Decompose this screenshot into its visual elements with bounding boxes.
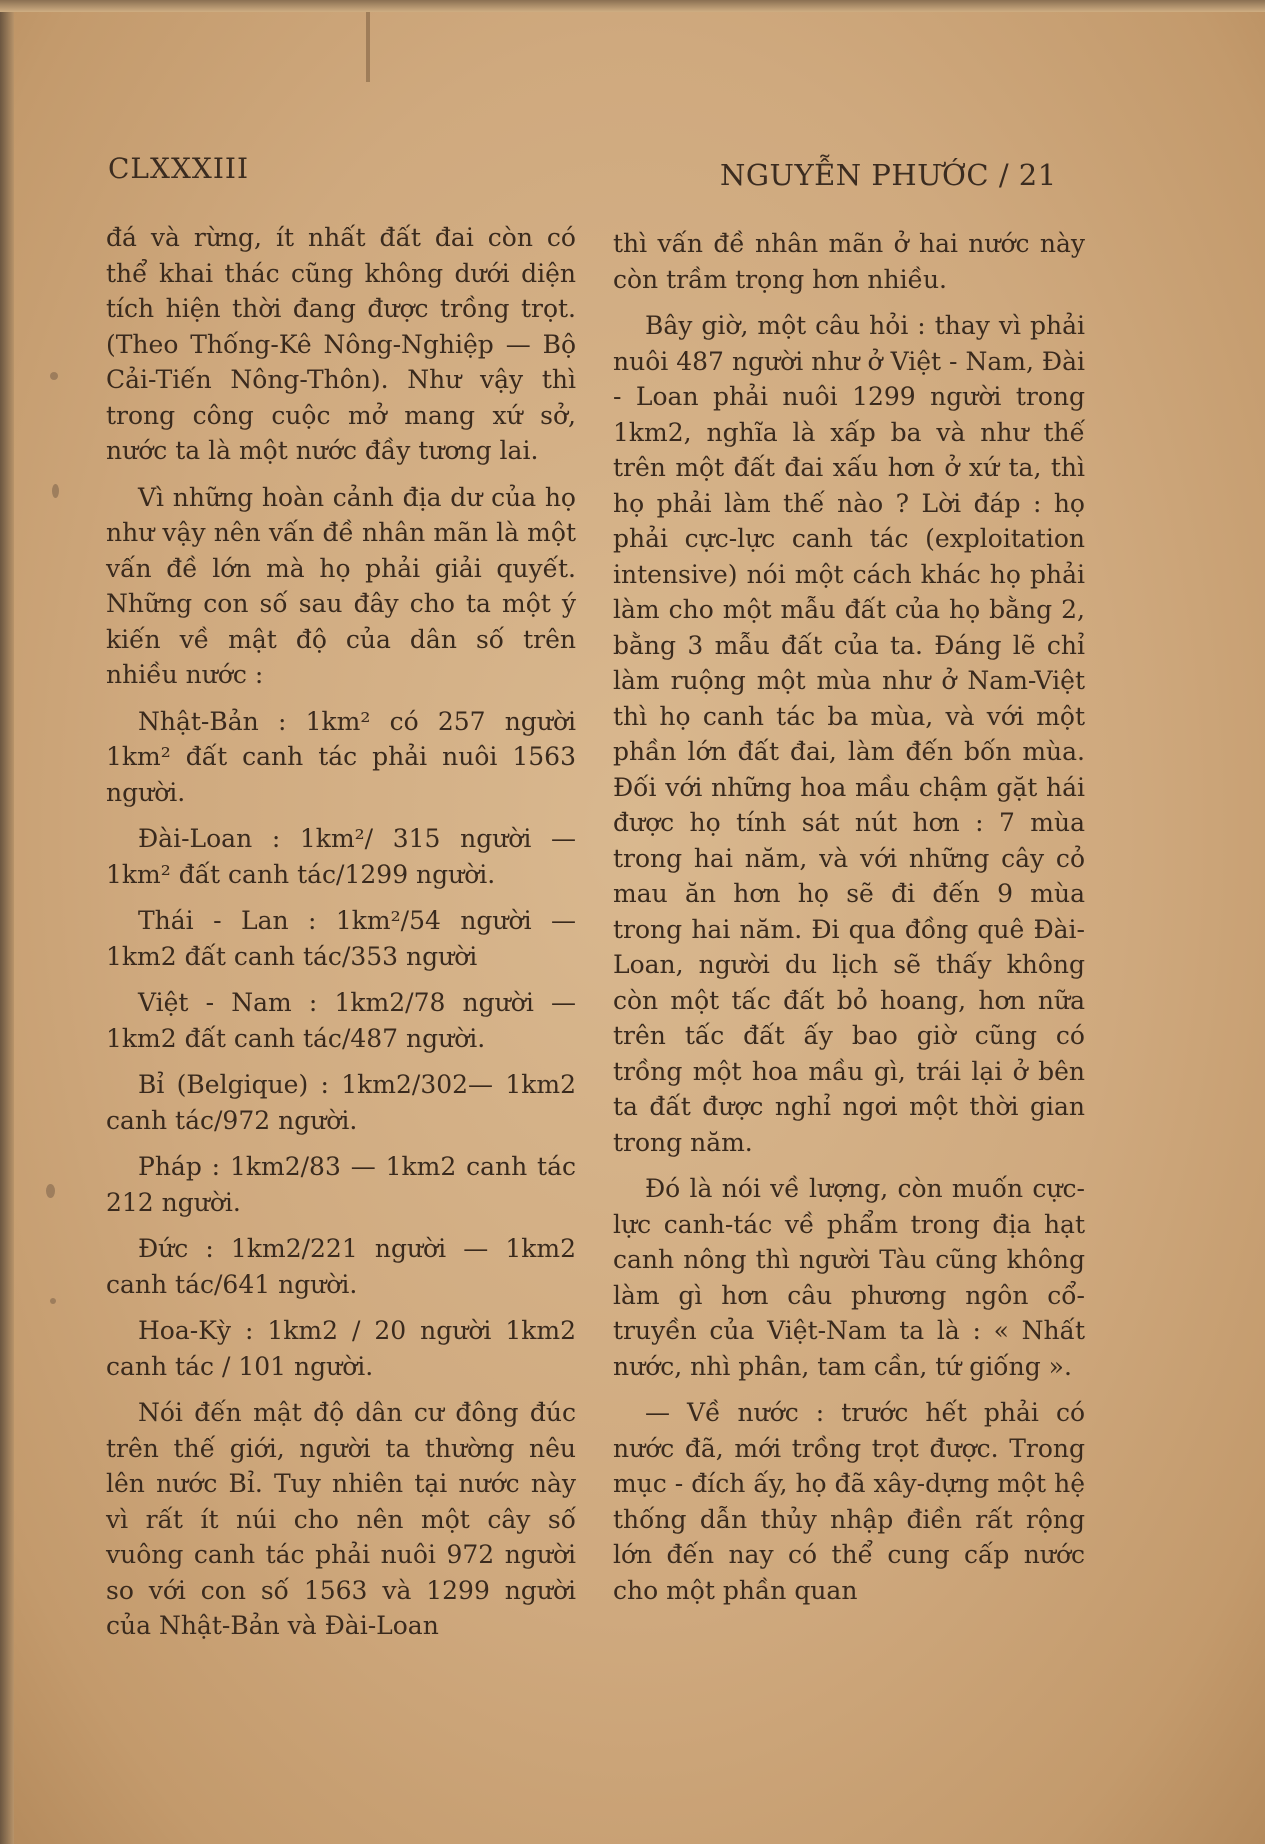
paragraph: — Về nước : trước hết phải có nước đã, mới trồng trọt được. Trong mục - đích ấy, họ đã xây-dựng một hệ thống dẫn thủy nhập điền rất rộng lớn đến nay có thể cung cấp nước cho một phần quan [613, 1398, 1085, 1605]
paragraph: Đài-Loan : 1km²/ 315 người — 1km² đất canh tác/1299 người. [106, 824, 576, 889]
paragraph: Hoa-Kỳ : 1km2 / 20 người 1km2 canh tác / 101 người. [106, 1316, 576, 1381]
paragraph: Nhật-Bản : 1km² có 257 người 1km² đất canh tác phải nuôi 1563 người. [106, 706, 576, 807]
paragraph: Vì những hoàn cảnh địa dư của họ như vậy nên vấn đề nhân mãn là một vấn đề lớn mà họ phải giải quyết. Những con số sau đây cho ta một ý kiến về mật độ của dân số trên nhiều nước : [106, 482, 576, 689]
paper-stain [50, 372, 58, 380]
page-top-edge [0, 0, 1265, 12]
running-header: NGUYỄN PHƯỚC / 21 [720, 158, 1057, 192]
paper-stain [50, 1298, 56, 1304]
paragraph: thì vấn đề nhân mãn ở hai nước này còn trầm trọng hơn nhiều. [613, 229, 1085, 294]
chapter-number: CLXXXIII [108, 152, 249, 185]
paragraph: Thái - Lan : 1km²/54 người — 1km2 đất canh tác/353 người [106, 906, 576, 971]
paper-stain [52, 484, 59, 498]
paragraph: Nói đến mật độ dân cư đông đúc trên thế giới, người ta thường nêu lên nước Bỉ. Tuy nhiên tại nước này vì rất ít núi cho nên một cây số vuông canh tác phải nuôi 972 người so với con số 1563 và 1299 người của Nhật-Bản và Đài-Loan [106, 1398, 576, 1640]
paragraph: Bây giờ, một câu hỏi : thay vì phải nuôi 487 người như ở Việt - Nam, Đài - Loan phải nuôi 1299 người trong 1km2, nghĩa là xấp ba và như thế trên một đất đai xấu hơn ở xứ ta, thì họ phải làm thế nào ? Lời đáp : họ phải cực-lực canh tác (exploitation intensive) nói một cách khác họ phải làm cho một mẫu đất của họ bằng 2, bằng 3 mẫu đất của ta. Đáng lẽ chỉ làm ruộng một mùa như ở Nam-Việt thì họ canh tác ba mùa, và với một phần lớn đất đai, làm đến bốn mùa. Đối với những hoa mầu chậm gặt hái được họ tính sát nút hơn : 7 mùa trong hai năm, và với những cây cỏ mau ăn hơn họ sẽ đi đến 9 mùa trong hai năm. Đi qua đồng quê Đài-Loan, người du lịch sẽ thấy không còn một tấc đất bỏ hoang, hơn nữa trên tấc đất ấy bao giờ cũng có trồng một hoa mầu gì, trái lại ở bên ta đất được nghỉ ngơi một thời gian trong năm. [613, 311, 1085, 1157]
paragraph: đá và rừng, ít nhất đất đai còn có thể khai thác cũng không dưới diện tích hiện thời đang được trồng trọt. (Theo Thống-Kê Nông-Nghiệp — Bộ Cải-Tiến Nông-Thôn). Như vậy thì trong công cuộc mở mang xứ sở, nước ta là một nước đầy tương lai. [106, 223, 576, 465]
paragraph: Việt - Nam : 1km2/78 người — 1km2 đất canh tác/487 người. [106, 988, 576, 1053]
page-left-edge [0, 0, 14, 1844]
left-text-column [106, 220, 576, 1655]
paragraph: Đức : 1km2/221 người — 1km2 canh tác/641 người. [106, 1234, 576, 1299]
paragraph: Đó là nói về lượng, còn muốn cực-lực canh-tác về phẩm trong địa hạt canh nông thì người Tàu cũng không làm gì hơn câu phương ngôn cổ-truyền của Việt-Nam ta là : « Nhất nước, nhì phân, tam cần, tứ giống ». [613, 1174, 1085, 1381]
paragraph: Bỉ (Belgique) : 1km2/302— 1km2 canh tác/972 người. [106, 1070, 576, 1135]
right-text-column [613, 226, 1085, 1619]
paragraph: Pháp : 1km2/83 — 1km2 canh tác 212 người. [106, 1152, 576, 1217]
paper-stain [46, 1184, 55, 1198]
binding-mark [366, 12, 370, 82]
